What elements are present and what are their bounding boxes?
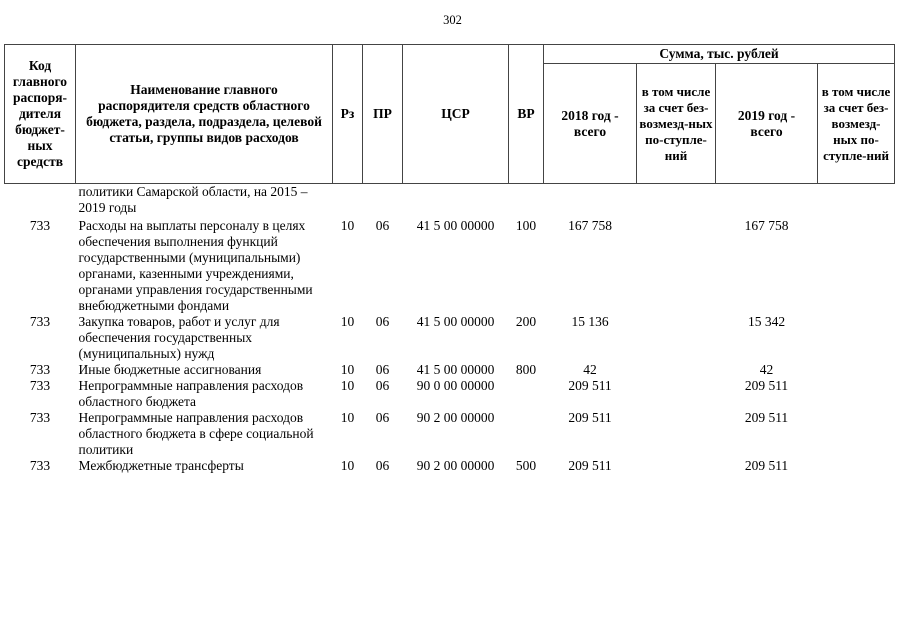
header-sum: Сумма, тыс. рублей <box>544 45 895 64</box>
cell-rz: 10 <box>340 361 355 377</box>
cell-code: 733 <box>29 377 51 393</box>
cell-vr: 200 <box>515 313 537 329</box>
cell-2019-total <box>716 184 818 218</box>
cell-pr: 06 <box>375 409 390 425</box>
cell-csr: 41 5 00 00000 <box>416 361 495 377</box>
cell-pr: 06 <box>375 361 390 377</box>
cell-vr: 800 <box>515 361 537 377</box>
header-name: Наименование главного распорядителя средств областного бюджета, раздела, подраздела, целевой статьи, группы видов расходов <box>76 45 333 184</box>
cell-pr <box>363 184 403 218</box>
cell-code: 733 <box>29 409 51 425</box>
cell-2018-free <box>637 218 716 314</box>
cell-code <box>5 184 76 218</box>
cell-name: Непрограммные направления расходов областного бюджета <box>78 377 304 409</box>
header-row-top <box>5 45 895 64</box>
cell-name: Иные бюджетные ассигнования <box>78 361 262 377</box>
cell-2019-total: 209 511 <box>744 409 789 425</box>
cell-rz: 10 <box>340 377 355 393</box>
cell-code: 733 <box>29 457 51 473</box>
cell-2019-total: 209 511 <box>744 377 789 393</box>
header-2018-free: в том числе за счет без-возмезд-ных по-ступле-ний <box>637 64 716 184</box>
table-row <box>5 458 895 474</box>
cell-name: Расходы на выплаты персоналу в целях обеспечения выполнения функций государственными (муниципальными) органами, казенными учреждениями, органами управления государственными внебюджетными фондами <box>78 217 313 313</box>
cell-2019-total: 209 511 <box>744 457 789 473</box>
cell-code: 733 <box>29 361 51 377</box>
cell-csr <box>403 184 509 218</box>
table-row <box>5 378 895 410</box>
cell-code: 733 <box>29 217 51 233</box>
cell-2019-free <box>818 218 895 314</box>
cell-csr: 41 5 00 00000 <box>416 313 495 329</box>
table-row <box>5 314 895 362</box>
cell-name: политики Самарской области, на 2015 – 2019 годы <box>78 184 308 215</box>
cell-2018-free <box>637 184 716 218</box>
table-row <box>5 184 895 218</box>
cell-2019-free <box>818 410 895 458</box>
header-2019-total: 2019 год - всего <box>716 64 818 184</box>
cell-2019-free <box>818 184 895 218</box>
cell-rz: 10 <box>340 217 355 233</box>
header-2018-total: 2018 год - всего <box>544 64 637 184</box>
cell-rz: 10 <box>340 409 355 425</box>
cell-csr: 41 5 00 00000 <box>416 217 495 233</box>
table-row <box>5 218 895 314</box>
cell-vr <box>509 184 544 218</box>
cell-2018-free <box>637 314 716 362</box>
header-vr: ВР <box>509 45 544 184</box>
cell-csr: 90 2 00 00000 <box>416 457 495 473</box>
cell-name: Межбюджетные трансферты <box>78 457 244 473</box>
cell-2018-free <box>637 362 716 378</box>
cell-2019-free <box>818 458 895 474</box>
cell-vr: 100 <box>515 217 537 233</box>
cell-vr: 500 <box>515 457 537 473</box>
cell-rz: 10 <box>340 457 355 473</box>
cell-pr: 06 <box>375 457 390 473</box>
cell-2018-total: 209 511 <box>568 409 612 425</box>
budget-table <box>4 44 895 474</box>
cell-2018-total: 209 511 <box>568 457 612 473</box>
cell-2018-free <box>637 458 716 474</box>
cell-pr: 06 <box>375 377 390 393</box>
header-2019-free: в том числе за счет без-возмезд-ных по-ступле-ний <box>818 64 895 184</box>
header-pr: ПР <box>363 45 403 184</box>
cell-rz <box>333 184 363 218</box>
header-csr: ЦСР <box>403 45 509 184</box>
cell-2018-total: 15 136 <box>571 313 609 329</box>
cell-2019-total: 15 342 <box>747 313 786 329</box>
cell-2019-free <box>818 362 895 378</box>
cell-2018-free <box>637 410 716 458</box>
header-rz: Рз <box>333 45 363 184</box>
table-row <box>5 362 895 378</box>
cell-2018-total <box>544 184 637 218</box>
cell-csr: 90 2 00 00000 <box>416 409 495 425</box>
cell-rz: 10 <box>340 313 355 329</box>
cell-2018-total: 167 758 <box>568 217 612 233</box>
cell-pr: 06 <box>375 217 390 233</box>
page-number: 302 <box>443 13 462 27</box>
cell-vr <box>509 410 544 458</box>
cell-2019-free <box>818 314 895 362</box>
cell-name: Закупка товаров, работ и услуг для обеспечения государственных (муниципальных) нужд <box>78 313 280 361</box>
cell-2018-total: 209 511 <box>568 377 612 393</box>
table-body <box>5 184 895 474</box>
cell-pr: 06 <box>375 313 390 329</box>
cell-2018-total: 42 <box>583 361 597 377</box>
header-code: Код главного распоря-дителя бюджет-ных средств <box>5 45 76 184</box>
cell-csr: 90 0 00 00000 <box>416 377 495 393</box>
cell-2018-free <box>637 378 716 410</box>
table-row <box>5 410 895 458</box>
cell-2019-total: 167 758 <box>744 217 789 233</box>
cell-2019-free <box>818 378 895 410</box>
cell-code: 733 <box>29 313 51 329</box>
cell-name: Непрограммные направления расходов областного бюджета в сфере социальной политики <box>78 409 314 457</box>
cell-2019-total: 42 <box>759 361 774 377</box>
cell-vr <box>509 378 544 410</box>
